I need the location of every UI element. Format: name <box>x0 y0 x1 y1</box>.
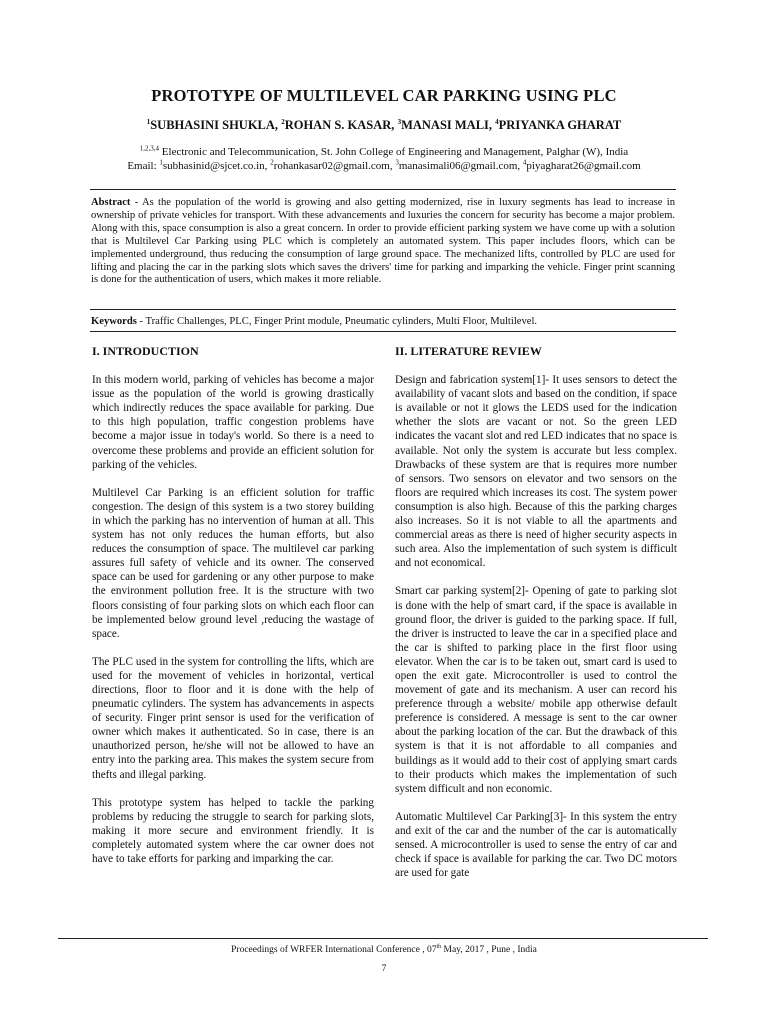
footer-rule <box>58 938 708 939</box>
email-3: manasimali06@gmail.com, <box>398 160 523 172</box>
email-list <box>0 160 768 172</box>
intro-paragraph-1: In this modern world, parking of vehicles has become a major issue as the population of the world is growing drastically which indirectly reduces the space available for parking. Due to this high population, traffic congestion problems have become a major issue in today's world. So there is a need to overcome these problems and provide an efficient solution for parking of the vehicles. <box>92 374 374 471</box>
author-4-name: PRIYANKA GHARAT <box>498 118 622 132</box>
keywords-top-rule <box>90 309 676 310</box>
section-heading-introduction: I. INTRODUCTION <box>92 344 199 358</box>
author-1-sup: 1 <box>146 117 151 126</box>
email-2: rohankasar02@gmail.com, <box>273 160 396 172</box>
abstract-label: Abstract <box>91 197 131 208</box>
author-3-sup: 3 <box>397 117 402 126</box>
footer-sup: th <box>436 944 442 950</box>
intro-paragraph-4: This prototype system has helped to tackle the parking problems by reducing the struggle to search for parking slots, making it more secure and environment friendly. It is completely automated system where the car owner does not have to take efforts for parking and imparking the car. <box>92 796 374 865</box>
keywords-text: - Traffic Challenges, PLC, Finger Print module, Pneumatic cylinders, Multi Floor, Multilevel. <box>136 316 538 327</box>
email-4-sup: 4 <box>522 158 527 167</box>
keywords-label: Keywords <box>91 316 137 327</box>
section-heading-literature-review: II. LITERATURE REVIEW <box>395 344 542 358</box>
page-number: 7 <box>381 964 387 974</box>
email-label: Email: <box>127 160 160 172</box>
author-4-sup: 4 <box>495 117 499 126</box>
keywords-bottom-rule <box>90 331 676 332</box>
footer-pre: Proceedings of WRFER International Conference , 07 <box>231 945 437 956</box>
lit-paragraph-3: Automatic Multilevel Car Parking[3]- In this system the entry and exit of the car and the number of the car is automatically sensed. A microcontroller is used to sense the entry of car and check if space is available for parking the car. Two DC motors are used for gate <box>395 810 677 880</box>
intro-paragraph-2: Multilevel Car Parking is an efficient solution for traffic congestion. The design of this system is a two storey building in which the parking has no intervention of human at all. This system has not only reduces the human efforts, but also reduces the consumption of space. The multilevel car parking assures full safety of vehicle and its owner. The conserved space can be used for gardening or any other purpose to make the environment pollution free. It is the structure with two floors consisting of four parking slots on which each floor can be implemented below ground level ,reducing the wastage of space. <box>92 486 374 640</box>
paper-title: PROTOTYPE OF MULTILEVEL CAR PARKING USING PLC <box>151 86 617 105</box>
footer-post: May, 2017 , Pune , India <box>441 945 537 956</box>
keywords <box>91 316 675 329</box>
email-2-sup: 2 <box>270 158 274 167</box>
abstract <box>91 197 675 287</box>
page-footer <box>0 944 768 955</box>
abstract-top-rule <box>90 189 676 190</box>
column-right <box>395 344 677 894</box>
intro-paragraph-3: The PLC used in the system for controlling the lifts, which are used for the movement of vehicles in horizontal, vertical directions, floor to floor and it is done with the help of pneumatic cylinders. The system has advancements in aspects of security. Finger print sensor is used for the verification of owner which makes it authenticated. So in case, there is an unauthorized person, he/she will not be allowed to have an entry into the parking area. This makes the system secure from thefts and illegal parking. <box>92 655 374 781</box>
abstract-text: - As the population of the world is growing and also getting modernized, rise in luxury segments has lead to increase in ownership of private vehicles for transport. With these advancements and luxuries the concern for security has become a major problem. Along with this, space consumption is also a great concern. In order to provide efficient parking system we have come up with a solution that is Multilevel Car Parking using PLC which is completely an automated system. This paper includes floors, which can be implemented underground, thus reducing the consumption of large ground space. The mechanized lifts, controlled by PLC are used for lifting and placing the car in the parking slots which saves the drivers' time for parking and imparking the vehicle. Finger print scanning is done for the authentication of users, which makes it more reliable. <box>91 197 675 286</box>
affiliation <box>0 146 768 158</box>
email-3-sup: 3 <box>395 158 399 167</box>
email-1-sup: 1 <box>159 158 163 167</box>
lit-paragraph-1: Design and fabrication system[1]- It uses sensors to detect the availability of vacant slots and based on the condition, if space is available or not it glows the LEDS used for the indication whether the slots are vacant or not. So the green LED indicates the vacant slot and red LED indicates that no space is available. Not only the system is accurate but less complex. Drawbacks of these system are that is requires more number of sensors. Two sensors on elevator and two sensors on the floors are required which increases its cost. The system power consumption is also high. Because of this the parking charges also increases. So it is not viable to all the apartments and commercial areas as there is need of higher security aspects in such area. Also the implementation of such system is difficult and not economical. <box>395 374 677 570</box>
author-2-sup: 2 <box>281 117 285 126</box>
affiliation-text: Electronic and Telecommunication, St. John College of Engineering and Management, Palghar (W), India <box>159 146 629 158</box>
email-1: subhasinid@sjcet.co.in, <box>162 160 271 172</box>
author-1-name: SUBHASINI SHUKLA, <box>150 118 282 132</box>
column-left <box>92 344 374 880</box>
author-3-name: MANASI MALI, <box>401 118 496 132</box>
author-list <box>0 118 768 133</box>
affiliation-sup: 1,2,3,4 <box>139 144 160 153</box>
lit-paragraph-2: Smart car parking system[2]- Opening of gate to parking slot is done with the help of smart card, if the space is available in ground floor, the driver is guided to the parking space. If full, the driver is instructed to leave the car in a specified place and the car is shifted to parking place in the first floor using elevator. When the car is to be taken out, smart card is used to open the exit gate. Microcontroller is used to control the movement of gate and its mechanism. A user can record his preference through a website/ mobile app otherwise default preference is considered. A message is sent to the car owner about the parking location of the car. But the drawback of this system is that it is not affordable to all companies and buildings as it would add to their cost of applying smart cards to their products which makes the implementation of such system difficult and non economic. <box>395 585 677 795</box>
author-2-name: ROHAN S. KASAR, <box>284 118 398 132</box>
email-4: piyagharat26@gmail.com <box>526 160 641 172</box>
